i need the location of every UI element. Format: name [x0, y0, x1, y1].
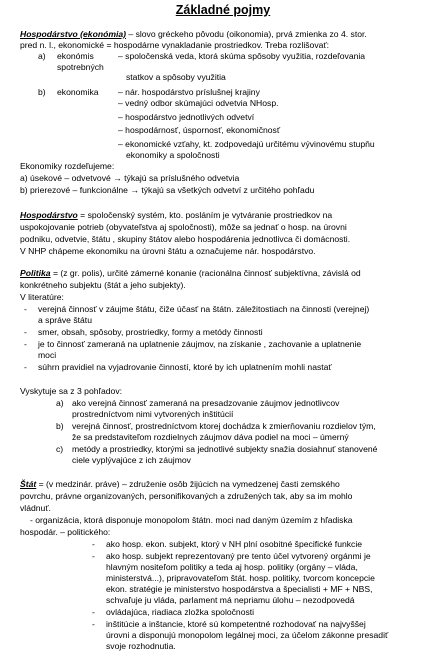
hosp-b-item: – nár. hospodárstvo príslušnej krajiny [118, 87, 260, 97]
hosp-b-item: ekonomiky a spoločnosti [126, 150, 220, 160]
politika-item: a správe štátu [38, 315, 92, 325]
pohlady-heading: Vyskytuje sa z 3 pohľadov: [20, 386, 123, 396]
politika-bullet-dash: - [24, 339, 27, 349]
page-title: Základné pojmy [175, 3, 271, 17]
ekon-line-a: a) úsekové – odvetvové → týkajú sa príslušného odvetvia [20, 173, 240, 183]
pohlady-b-line-2: že sa predstaviteľom rozdielnych záujmov dáva podiel na moci – úmerný [72, 432, 349, 442]
politika-bullet-dash: - [24, 304, 27, 314]
hosp-paragraph-line-1 [20, 29, 367, 39]
pohlady-a-line-2: prostredníctvom nimi vytvorených inštitúcií [72, 409, 234, 419]
hosp-b-word: ekonomika [57, 87, 99, 97]
politika-item: smer, obsah, spôsoby, prostriedky, formy a metódy činnosti [38, 327, 263, 337]
hosp-a-text-1: – spoločenská veda, ktorá skúma spôsoby využitia, rozdeľovania [118, 51, 366, 61]
politika-line-2: konkrétneho subjektu (štát a jeho subjekty). [20, 280, 186, 290]
stat-item: ministerstvá...), pripravovateľom štát. hosp. politiky, tvorcom koncepcie [106, 573, 375, 583]
politika-term: Politika [20, 268, 51, 278]
stat-term: Štát [20, 479, 37, 489]
pohlady-c-line-1: metódy a prostriedky, ktorými sa jednotlivé subjekty snažia dosiahnuť stanovené [72, 444, 378, 454]
politika-line-1 [20, 268, 361, 278]
pohlady-b-line-1: verejná činnosť, prostredníctvom ktorej dochádza k zmierňovaniu rozdielov tým, [72, 421, 376, 431]
stat-line-1 [20, 479, 340, 489]
politika-item: je to činnosť zameraná na uplatnenie záujmov, na získanie , zachovanie a uplatnenie [38, 339, 362, 349]
hosp-b-label: b) [38, 87, 46, 97]
stat-text-1: = (v medzinár. práve) – združenie osôb žijúcich na vymedzenej časti zemského [36, 479, 340, 489]
hosp-b-item: – vedný odbor skúmajúci odvetvia NHosp. [118, 98, 279, 108]
hosp-a-text-2: statkov a spôsoby využitia [126, 72, 226, 82]
politika-text-1: = (z gr. polis), určité zámerné konanie (racionálna činnosť subjektívna, závislá od [50, 268, 361, 278]
hosp-a-word-1: ekonómis [57, 51, 94, 61]
stat-item: úrovni a disponujú monopolom legálnej moci, za účelom zákonne presadiť [106, 630, 389, 640]
stat-line-3: vládnuť. [20, 503, 51, 513]
hosp-text-1: – slovo gréckeho pôvodu (oikonomia), prvá zmienka zo 4. stor. [126, 29, 367, 39]
hosp2-line-3: podniku, odvetvie, štátu , skupiny štátov alebo hospodárenia jednotlivca či domácnosti. [20, 234, 351, 244]
stat-bullet-dash: - [92, 539, 95, 549]
stat-item: ekon. stratégie je ministerstvo hospodárstva a špecialisti + MF + NBS, [106, 584, 373, 594]
politika-line-3: V literatúre: [20, 292, 64, 302]
stat-line-5: hospodár. – politického: [20, 527, 111, 537]
stat-bullet-dash: - [92, 551, 95, 561]
stat-line-4: - organizácia, ktorá disponuje monopolom štátn. moci nad daným územím z hľadiska [30, 515, 353, 525]
hosp2-line-1 [20, 210, 332, 220]
hosp-b-item: – ekonomické vzťahy, kt. zodpovedajú určitému vývinovému stupňu [118, 139, 375, 149]
stat-item: inštitúcie a inštancie, ktoré sú kompetentné rozhodovať na najvyššej [106, 619, 366, 629]
hosp-term: Hospodárstvo (ekonómia) [20, 29, 127, 39]
hosp-a-label: a) [38, 51, 46, 61]
politika-item: súhrn pravidiel na vyjadrovanie činností, ktoré by ich uplatnením mohli nastať [38, 362, 332, 372]
hosp-paragraph-line-2: pred n. l., ekonomické = hospodárne vynakladanie prostriedkov. Treba rozlišovať: [20, 40, 330, 50]
hosp-b-item: – hospodárnosť, úspornosť, ekonomičnosť [118, 125, 281, 135]
pohlady-a-line-1: ako verejná činnosť zameraná na presadzovanie záujmov jednotlivcov [72, 398, 340, 408]
politika-bullet-dash: - [24, 327, 27, 337]
politika-item: verejná činnosť v záujme štátu, čiže účasť na štátn. záležitostiach na činnosti (verejnej) [38, 304, 370, 314]
stat-item: ako hosp. subjekt reprezentovaný pre tento účel vytvorený orgánmi je [106, 551, 371, 561]
stat-item: schvaľuje ju vláda, parlament má nepriamu úlohu – nezodpovedá [106, 595, 355, 605]
hosp-a-word-2: spotrebných [57, 62, 104, 72]
stat-bullet-dash: - [92, 607, 95, 617]
politika-item: moci [38, 350, 57, 360]
pohlady-c-label: c) [56, 444, 64, 454]
pohlady-a-label: a) [56, 398, 64, 408]
hosp2-line-2: uspokojovanie potrieb (obyvateľstva aj spoločnosti), môže sa jednať o hosp. na úrovni [20, 222, 347, 232]
pohlady-b-label: b) [56, 421, 64, 431]
ekon-heading: Ekonomiky rozdeľujeme: [20, 161, 115, 171]
stat-line-2: povrchu, právne organizovaných, personifikovaných a združených tak, aby sa im mohlo [20, 491, 353, 501]
stat-item: hlavným nositeľom politiky a teda aj hosp. politiky (orgány – vláda, [106, 562, 358, 572]
hosp2-line-4: V NHP chápeme ekonomiku na úrovni štátu a označujeme nár. hospodárstvo. [20, 246, 316, 256]
stat-item: ako hosp. ekon. subjekt, ktorý v NH plní osobitné špecifické funkcie [106, 539, 363, 549]
stat-bullet-dash: - [92, 619, 95, 629]
ekon-line-b: b) prierezové – funkcionálne → týkajú sa všetkých odvetví z určitého pohľadu [20, 185, 315, 195]
stat-item: ovládajúca, riadiaca zložka spoločnosti [106, 607, 255, 617]
hosp-b-item: – hospodárstvo jednotlivých odvetví [118, 112, 255, 122]
politika-bullet-dash: - [24, 362, 27, 372]
stat-item: svoje rozhodnutia. [106, 641, 176, 651]
hosp2-text-1: = spoločenský systém, kto. posláním je vytváranie prostriedkov na [77, 210, 333, 220]
pohlady-c-line-2: ciele vyplývajúce z ich záujmov [72, 455, 191, 465]
hosp2-term: Hospodárstvo [20, 210, 78, 220]
